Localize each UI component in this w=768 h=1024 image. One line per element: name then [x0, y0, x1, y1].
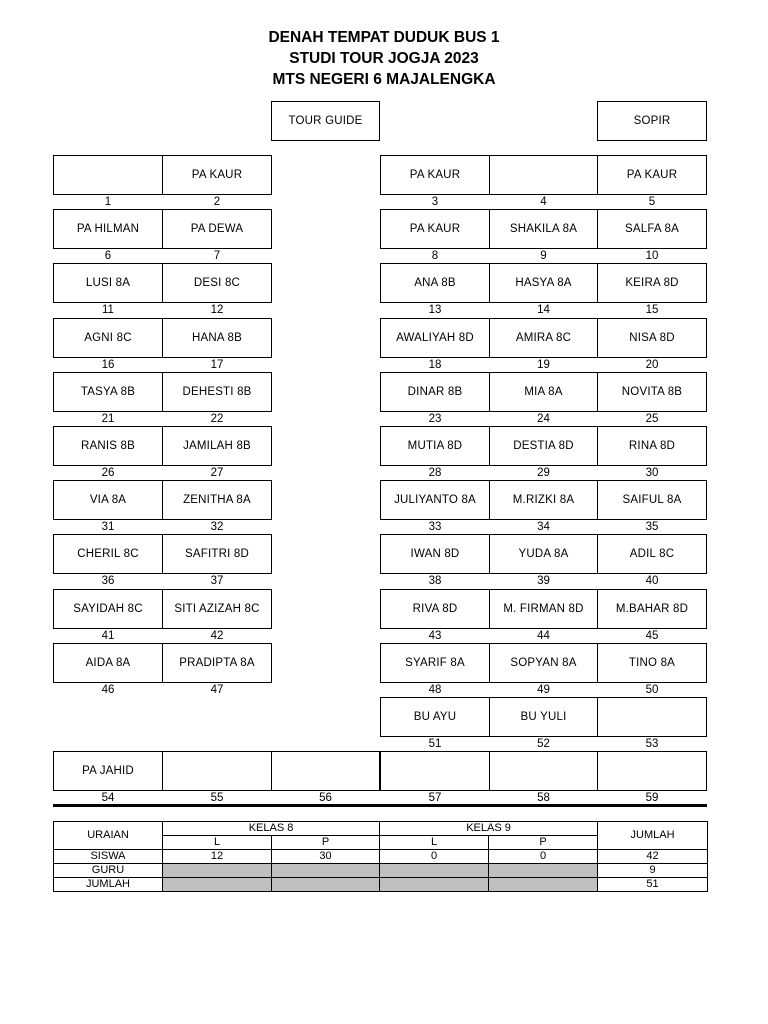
cell-k9-p: 0 — [489, 850, 598, 864]
summary-row-jumlah — [54, 878, 708, 892]
seat-13: ANA 8B — [380, 263, 490, 303]
seat-number: 35 — [645, 521, 659, 533]
seat-58 — [489, 751, 598, 791]
seat-number: 5 — [648, 196, 656, 208]
seat-20: NISA 8D — [597, 318, 707, 358]
summary-table — [53, 821, 708, 892]
seat-7: PA DEWA — [162, 209, 272, 249]
seat-30: RINA 8D — [597, 426, 707, 466]
seat-number: 41 — [101, 630, 115, 642]
seat-number: 40 — [645, 575, 659, 587]
cell-k9-p — [489, 878, 598, 892]
seat-number: 51 — [428, 738, 442, 750]
seat-3: PA KAUR — [380, 155, 490, 195]
cell-k8-p — [272, 878, 380, 892]
seat-number: 27 — [210, 467, 224, 479]
seat-16: AGNI 8C — [53, 318, 163, 358]
summary-row-siswa — [54, 850, 708, 864]
seat-1 — [53, 155, 163, 195]
seat-number: 26 — [101, 467, 115, 479]
seat-number: 17 — [210, 359, 224, 371]
seat-33: JULIYANTO 8A — [380, 480, 490, 520]
seat-9: SHAKILA 8A — [489, 209, 598, 249]
seat-number: 12 — [210, 304, 224, 316]
seat-number: 20 — [645, 359, 659, 371]
seat-number: 48 — [428, 684, 442, 696]
cell-total: 51 — [598, 878, 708, 892]
row-label: SISWA — [54, 850, 163, 864]
seat-number: 46 — [101, 684, 115, 696]
seat-number: 39 — [537, 575, 550, 587]
seat-17: HANA 8B — [162, 318, 272, 358]
seat-34: M.RIZKI 8A — [489, 480, 598, 520]
seat-number: 28 — [428, 467, 442, 479]
rear-divider — [53, 804, 707, 807]
seat-28: MUTIA 8D — [380, 426, 490, 466]
header-k8-p: P — [272, 836, 380, 850]
seat-54: PA JAHID — [53, 751, 163, 791]
seat-number: 11 — [102, 304, 114, 316]
seat-42: SITI AZIZAH 8C — [162, 589, 272, 629]
seat-number: 38 — [428, 575, 442, 587]
seat-number: 42 — [210, 630, 224, 642]
seat-38: IWAN 8D — [380, 534, 490, 574]
seat-number: 59 — [645, 792, 659, 804]
seat-12: DESI 8C — [162, 263, 272, 303]
header-k8-l: L — [163, 836, 272, 850]
seat-19: AMIRA 8C — [489, 318, 598, 358]
seat-40: ADIL 8C — [597, 534, 707, 574]
seat-4 — [489, 155, 598, 195]
seat-number: 24 — [537, 413, 550, 425]
cell-k9-l — [380, 878, 489, 892]
seat-number: 10 — [645, 250, 659, 262]
seat-8: PA KAUR — [380, 209, 490, 249]
seat-number: 8 — [431, 250, 439, 262]
seat-number: 36 — [101, 575, 115, 587]
seat-number: 57 — [428, 792, 442, 804]
cell-k8-l — [163, 864, 272, 878]
seat-50: TINO 8A — [597, 643, 707, 683]
seat-number: 55 — [210, 792, 224, 804]
seat-number: 18 — [428, 359, 442, 371]
seat-5: PA KAUR — [597, 155, 707, 195]
seat-32: ZENITHA 8A — [162, 480, 272, 520]
header-jumlah: JUMLAH — [598, 822, 708, 850]
seat-27: JAMILAH 8B — [162, 426, 272, 466]
cell-k9-l — [380, 864, 489, 878]
seat-43: RIVA 8D — [380, 589, 490, 629]
cell-k8-p: 30 — [272, 850, 380, 864]
seat-46: AIDA 8A — [53, 643, 163, 683]
seat-29: DESTIA 8D — [489, 426, 598, 466]
seat-number: 49 — [537, 684, 550, 696]
row-label: GURU — [54, 864, 163, 878]
seat-18: AWALIYAH 8D — [380, 318, 490, 358]
seat-number: 3 — [431, 196, 439, 208]
seat-11: LUSI 8A — [53, 263, 163, 303]
seat-number: 14 — [537, 304, 550, 316]
seat-21: TASYA 8B — [53, 372, 163, 412]
seat-57 — [380, 751, 490, 791]
seat-number: 58 — [537, 792, 550, 804]
seat-36: CHERIL 8C — [53, 534, 163, 574]
seat-49: SOPYAN 8A — [489, 643, 598, 683]
seat-number: 54 — [101, 792, 115, 804]
seat-22: DEHESTI 8B — [162, 372, 272, 412]
cell-k9-l: 0 — [380, 850, 489, 864]
header-kelas-9: KELAS 9 — [380, 822, 598, 836]
page-subtitle: STUDI TOUR JOGJA 2023 — [289, 50, 479, 67]
seat-number: 9 — [540, 250, 547, 262]
seat-25: NOVITA 8B — [597, 372, 707, 412]
seat-6: PA HILMAN — [53, 209, 163, 249]
seat-10: SALFA 8A — [597, 209, 707, 249]
header-k9-l: L — [380, 836, 489, 850]
seat-number: 37 — [210, 575, 224, 587]
seat-number: 21 — [101, 413, 115, 425]
cell-total: 9 — [598, 864, 708, 878]
seat-number: 52 — [537, 738, 550, 750]
seat-number: 25 — [645, 413, 659, 425]
seat-number: 33 — [428, 521, 442, 533]
seat-31: VIA 8A — [53, 480, 163, 520]
seat-24: MIA 8A — [489, 372, 598, 412]
page-title: DENAH TEMPAT DUDUK BUS 1 — [268, 29, 500, 46]
seat-2: PA KAUR — [162, 155, 272, 195]
seat-52: BU YULI — [489, 697, 598, 737]
seat-number: 22 — [210, 413, 224, 425]
seat-48: SYARIF 8A — [380, 643, 490, 683]
seat-number: 23 — [428, 413, 442, 425]
seat-35: SAIFUL 8A — [597, 480, 707, 520]
seat-number: 53 — [645, 738, 659, 750]
seat-number: 45 — [645, 630, 659, 642]
driver-box: SOPIR — [597, 101, 707, 141]
seat-39: YUDA 8A — [489, 534, 598, 574]
seat-number: 2 — [213, 196, 221, 208]
cell-k9-p — [489, 864, 598, 878]
cell-k8-l — [163, 878, 272, 892]
seat-47: PRADIPTA 8A — [162, 643, 272, 683]
seat-15: KEIRA 8D — [597, 263, 707, 303]
seat-number: 15 — [645, 304, 659, 316]
seat-number: 7 — [213, 250, 221, 262]
seat-45: M.BAHAR 8D — [597, 589, 707, 629]
seat-number: 50 — [645, 684, 659, 696]
seat-number: 44 — [537, 630, 550, 642]
tour-guide-box: TOUR GUIDE — [271, 101, 380, 141]
seat-number: 16 — [101, 359, 115, 371]
seat-37: SAFITRI 8D — [162, 534, 272, 574]
header-kelas-8: KELAS 8 — [163, 822, 380, 836]
seat-number: 43 — [428, 630, 442, 642]
seat-number: 47 — [210, 684, 224, 696]
seat-26: RANIS 8B — [53, 426, 163, 466]
seat-number: 29 — [537, 467, 550, 479]
summary-row-guru — [54, 864, 708, 878]
seat-55 — [162, 751, 272, 791]
seat-41: SAYIDAH 8C — [53, 589, 163, 629]
seat-number: 19 — [537, 359, 550, 371]
seat-number: 56 — [319, 792, 332, 804]
header-uraian: URAIAN — [54, 822, 163, 850]
seat-53 — [597, 697, 707, 737]
seat-23: DINAR 8B — [380, 372, 490, 412]
cell-k8-l: 12 — [163, 850, 272, 864]
seat-59 — [597, 751, 707, 791]
cell-k8-p — [272, 864, 380, 878]
seat-56 — [271, 751, 380, 791]
cell-total: 42 — [598, 850, 708, 864]
seat-44: M. FIRMAN 8D — [489, 589, 598, 629]
seat-number: 6 — [104, 250, 112, 262]
school-name: MTS NEGERI 6 MAJALENGKA — [272, 71, 496, 88]
seat-number: 32 — [210, 521, 224, 533]
seat-51: BU AYU — [380, 697, 490, 737]
seat-number: 1 — [104, 196, 112, 208]
seat-number: 30 — [645, 467, 659, 479]
seat-number: 13 — [428, 304, 442, 316]
header-k9-p: P — [489, 836, 598, 850]
seat-14: HASYA 8A — [489, 263, 598, 303]
seat-number: 4 — [540, 196, 547, 208]
seat-number: 31 — [101, 521, 115, 533]
seat-number: 34 — [537, 521, 550, 533]
row-label: JUMLAH — [54, 878, 163, 892]
